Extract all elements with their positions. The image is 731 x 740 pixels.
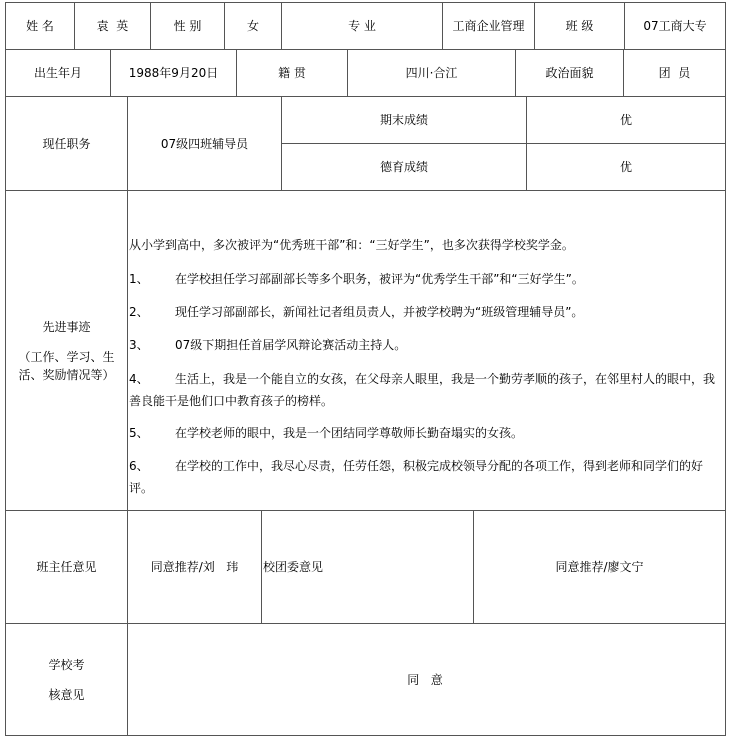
achievements-label-line3: 活、奖励情况等）	[18, 367, 115, 382]
league-label: 校团委意见	[263, 560, 324, 574]
politics-value: 团 员	[623, 49, 726, 97]
achievements-label	[5, 190, 128, 511]
achievements-label-line1: 先进事迹	[42, 319, 91, 334]
league-value: 同意推荐/廖文宁	[473, 510, 726, 624]
native-label: 籍 贯	[236, 49, 348, 97]
major-value: 工商企业管理	[442, 2, 535, 50]
achievement-item-text: 在学校老师的眼中，我是一个团结同学尊敬师长勤奋塌实的女孩。	[175, 426, 524, 440]
achievement-item	[129, 455, 721, 499]
school-label-line1: 学校考	[48, 657, 85, 672]
school-value: 同 意	[127, 623, 726, 736]
final-score-label: 期末成绩	[281, 96, 527, 144]
final-score-value: 优	[526, 96, 726, 144]
head-teacher-value: 同意推荐/刘 玮	[127, 510, 262, 624]
achievement-item-num: 4、	[129, 372, 149, 386]
head-teacher-label: 班主任意见	[5, 510, 128, 624]
achievement-item-num: 6、	[129, 459, 149, 473]
achievement-item	[129, 334, 724, 356]
school-label-line2: 核意见	[48, 687, 85, 702]
gender-label: 性 别	[150, 2, 225, 50]
achievements-intro: 从小学到高中，多次被评为“优秀班干部”和：“三好学生”，也多次获得学校奖学金。	[129, 238, 574, 252]
class-value: 07工商大专	[624, 2, 726, 50]
major-label: 专 业	[281, 2, 443, 50]
achievements-label-line2: （工作、学习、生	[18, 349, 115, 364]
achievement-item-text: 07级下期担任首届学风辩论赛活动主持人。	[175, 338, 407, 352]
league-label-cell	[261, 510, 474, 624]
achievement-item-num: 2、	[129, 305, 149, 319]
moral-score-value: 优	[526, 143, 726, 191]
school-label	[5, 623, 128, 736]
class-label: 班 级	[534, 2, 625, 50]
achievement-item-num: 3、	[129, 338, 149, 352]
birth-value: 1988年9月20日	[110, 49, 237, 97]
achievement-item-text: 生活上，我是一个能自立的女孩，在父母亲人眼里，我是一个勤劳孝顺的孩子，在邻里村人的眼中，我善良能干是他们口中教育孩子的榜样。	[129, 372, 716, 408]
position-value: 07级四班辅导员	[127, 96, 282, 191]
politics-label: 政治面貌	[515, 49, 624, 97]
achievement-item-text: 现任学习部副部长，新闻社记者组员责人，并被学校聘为“班级管理辅导员”。	[175, 305, 584, 319]
achievement-item	[129, 268, 724, 290]
position-label: 现任职务	[5, 96, 128, 191]
name-value: 袁 英	[74, 2, 151, 50]
achievement-item	[129, 368, 721, 412]
achievement-item	[129, 422, 724, 444]
achievement-item-num: 5、	[129, 426, 149, 440]
gender-value: 女	[224, 2, 282, 50]
native-value: 四川·合江	[347, 49, 516, 97]
achievement-item-text: 在学校担任学习部副部长等多个职务，被评为“优秀学生干部”和“三好学生”。	[175, 272, 584, 286]
name-label: 姓 名	[5, 2, 75, 50]
birth-label: 出生年月	[5, 49, 111, 97]
moral-score-label: 德育成绩	[281, 143, 527, 191]
achievement-item	[129, 301, 724, 323]
achievement-item-num: 1、	[129, 272, 149, 286]
achievement-item-text: 在学校的工作中，我尽心尽责，任劳任怨，积极完成校领导分配的各项工作，得到老师和同学们的好评。	[129, 459, 704, 495]
